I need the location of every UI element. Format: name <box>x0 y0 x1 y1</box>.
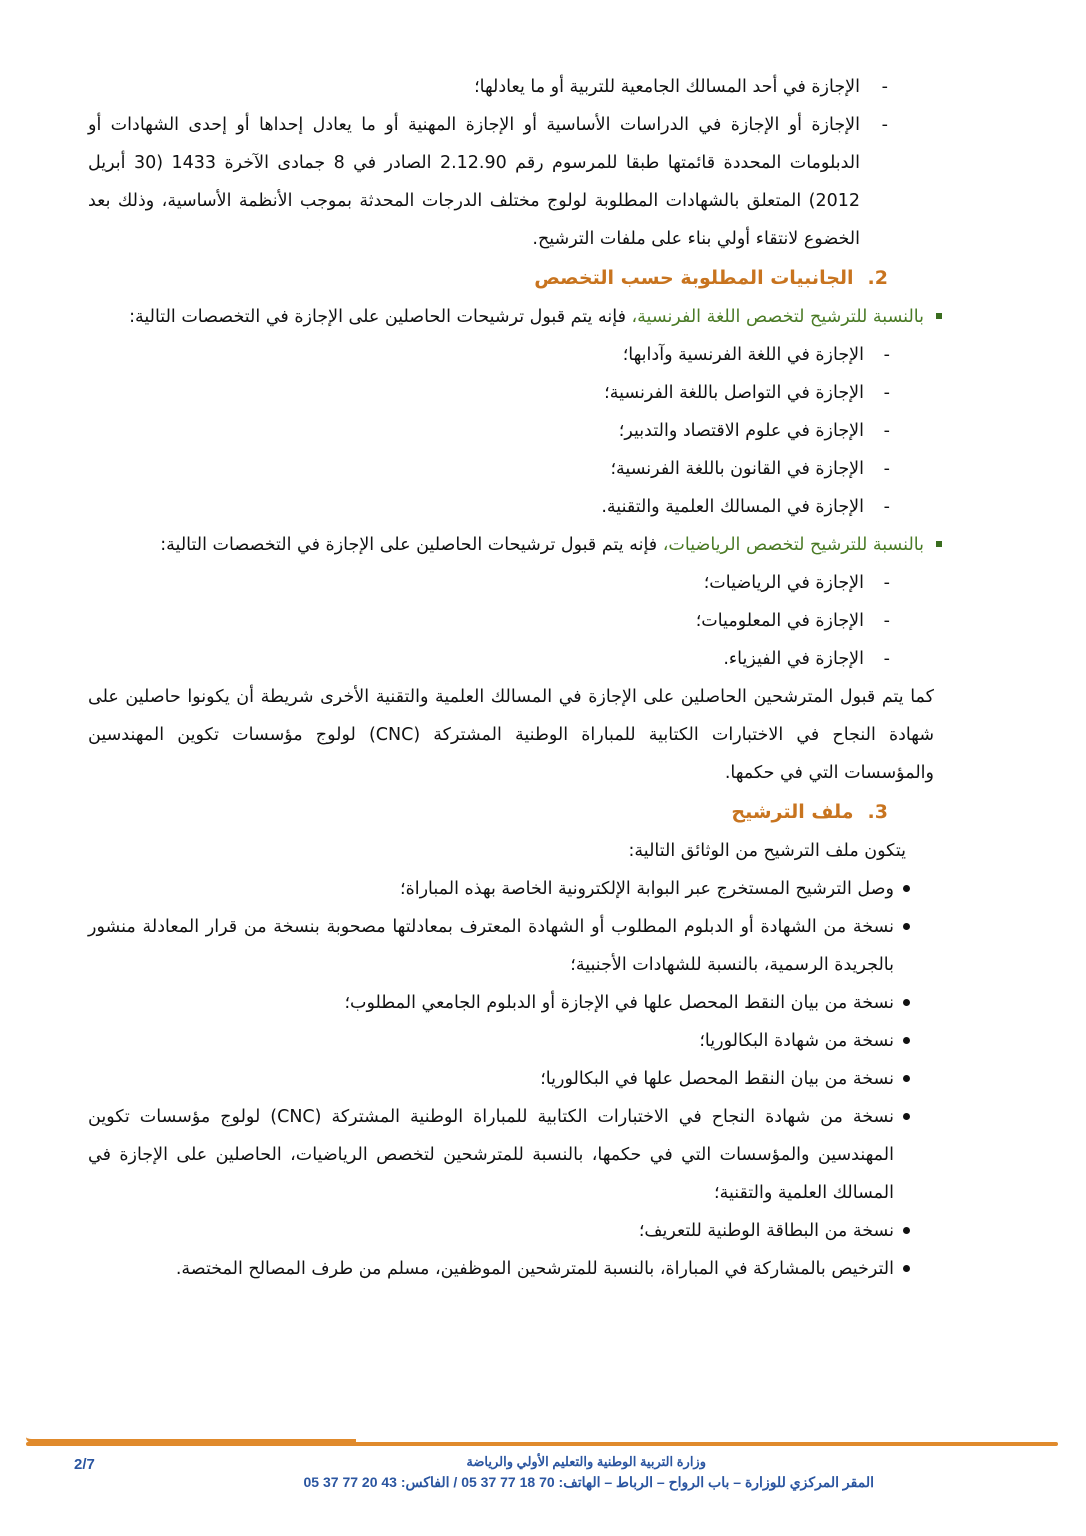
bullet-icon <box>903 1037 910 1044</box>
document-item: الترخيص بالمشاركة في المباراة، بالنسبة للمترشحين الموظفين، مسلم من طرف المصالح المختصة. <box>88 1250 914 1288</box>
footer-divider <box>26 1442 1058 1446</box>
document-item: نسخة من شهادة النجاح في الاختبارات الكتابية للمباراة الوطنية المشتركة (CNC) لولوج مؤسسات تكوين المهندسين والمؤسسات التي في حكمها، بالنسبة للمترشحين لتخصص الرياضيات، الحاصلين على الإجازة في المسالك العلمية والتقنية؛ <box>88 1098 914 1212</box>
footer-ministry: وزارة التربية الوطنية والتعليم الأولي والرياضة <box>466 1454 706 1469</box>
french-criteria: بالنسبة للترشيح لتخصص اللغة الفرنسية، فإنه يتم قبول ترشيحات الحاصلين على الإجازة في التخصصات التالية: <box>88 298 944 336</box>
bullet-icon <box>903 885 910 892</box>
document-item: نسخة من شهادة البكالوريا؛ <box>88 1022 914 1060</box>
document-item: نسخة من البطاقة الوطنية للتعريف؛ <box>88 1212 914 1250</box>
square-bullet-icon <box>936 313 942 319</box>
bullet-icon <box>903 1075 910 1082</box>
document-item: نسخة من الشهادة أو الدبلوم المطلوب أو الشهادة المعترف بمعادلتها مصحوبة بنسخة من قرار المعادلة منشور بالجريدة الرسمية، بالنسبة للشهادات الأجنبية؛ <box>88 908 914 984</box>
section-3-heading: 3.ملف الترشيح <box>731 801 888 823</box>
list-item: - الإجازة في أحد المسالك الجامعية للتربية أو ما يعادلها؛ <box>474 77 888 97</box>
bullet-icon <box>903 999 910 1006</box>
document-item: نسخة من بيان النقط المحصل علها في البكالوريا؛ <box>88 1060 914 1098</box>
page-content <box>88 68 1004 1288</box>
math-criteria: بالنسبة للترشيح لتخصص الرياضيات، فإنه يتم قبول ترشيحات الحاصلين على الإجازة في التخصصات التالية: <box>88 526 944 564</box>
cnc-note: كما يتم قبول المترشحين الحاصلين على الإجازة في المسالك العلمية والتقنية الأخرى شريطة أن يكونوا حاصلين على شهادة النجاح في الاختبارات الكتابية للمباراة الوطنية المشتركة (CNC) لولوج مؤسسات تكوين المهندسين والمؤسسات التي في حكمها. <box>88 687 934 783</box>
documents-intro: يتكون ملف الترشيح من الوثائق التالية: <box>628 841 906 861</box>
section-2-heading: 2.الجانبيات المطلوبة حسب التخصص <box>534 267 888 289</box>
bullet-icon <box>903 1113 910 1120</box>
bullet-icon <box>903 1227 910 1234</box>
list-item: - الإجازة في المسالك العلمية والتقنية. <box>601 497 890 517</box>
list-item: - الإجازة في علوم الاقتصاد والتدبير؛ <box>618 421 890 441</box>
bullet-icon <box>903 923 910 930</box>
list-item: - الإجازة في القانون باللغة الفرنسية؛ <box>610 459 890 479</box>
bullet-icon <box>903 1265 910 1272</box>
document-item: وصل الترشيح المستخرج عبر البوابة الإلكترونية الخاصة بهذه المباراة؛ <box>88 870 914 908</box>
footer-address: المقر المركزي للوزارة – باب الرواح – الرباط – الهاتف: 70 18 77 37 05 / الفاكس: 43 20 77 37 05 <box>303 1474 874 1490</box>
page-number: 2/7 <box>74 1456 95 1473</box>
square-bullet-icon <box>936 541 942 547</box>
list-item: - الإجازة في المعلوميات؛ <box>695 611 890 631</box>
list-item: - الإجازة في الرياضيات؛ <box>703 573 890 593</box>
list-item: - الإجازة في التواصل باللغة الفرنسية؛ <box>604 383 890 403</box>
list-item: - الإجازة في اللغة الفرنسية وآدابها؛ <box>622 345 890 365</box>
list-item: - الإجازة في الفيزياء. <box>723 649 890 669</box>
document-item: نسخة من بيان النقط المحصل علها في الإجازة أو الدبلوم الجامعي المطلوب؛ <box>88 984 914 1022</box>
list-item: - الإجازة أو الإجازة في الدراسات الأساسية أو الإجازة المهنية أو ما يعادل إحداها أو إحدى الشهادات أو الدبلومات المحددة قائمتها طبقا للمرسوم رقم 2.12.90 الصادر في 8 جمادى الآخرة 1433 (30 أبريل 2012) المتعلق بالشهادات المطلوبة لولوج مختلف الدرجات المحدثة بموجب الأنظمة الأساسية، وذلك بعد الخضوع لانتقاء أولي بناء على ملفات الترشيح. <box>88 115 888 249</box>
